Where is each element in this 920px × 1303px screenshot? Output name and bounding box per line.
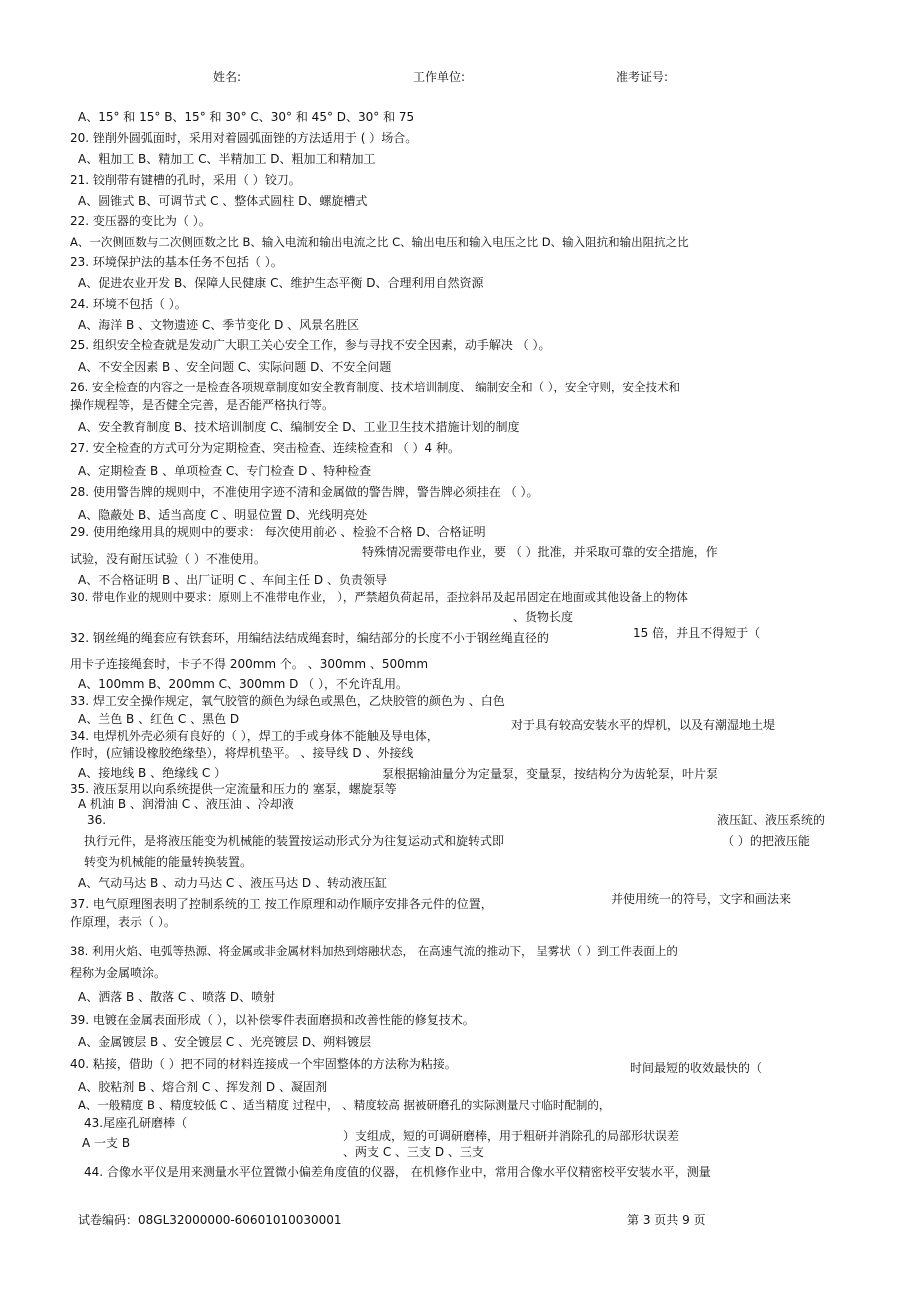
exam-text-line: 39. 电镀在金属表面形成（ ），以补偿零件表面磨损和改善性能的修复技术。 [70, 1013, 475, 1027]
exam-text-line: A、促进农业开发 B、保障人民健康 C、维护生态平衡 D、合理利用自然资源 [78, 276, 484, 290]
exam-text-line: 液压缸、液压系统的 [717, 813, 826, 827]
exam-text-line: 操作规程等，是否健全完善，是否能严格执行等。 [70, 398, 335, 412]
exam-text-line: 20. 锉削外圆弧面时，采用对着圆弧面锉的方法适用于 ( ）场合。 [70, 131, 418, 145]
exam-text-line: 29. 使用绝缘用具的规则中的要求： 每次使用前必 、检验不合格 D、合格证明 [70, 525, 486, 539]
exam-text-line: 21. 铰削带有键槽的孔时，采用（ ）铰刀。 [70, 173, 301, 187]
exam-text-line: 23. 环境保护法的基本任务不包括（ ）。 [70, 255, 283, 269]
exam-text-line: 32. 钢丝绳的绳套应有铁套环，用编结法结成绳套时，编结部分的长度不小于钢丝绳直径的 [70, 631, 549, 645]
exam-text-line: A、隐蔽处 B、适当高度 C 、明显位置 D、光线明亮处 [78, 508, 368, 522]
exam-text-line: A、100mm B、200mm C、300mm D （ ），不允许乱用。 [78, 677, 408, 691]
exam-text-line: A 一支 B [82, 1136, 131, 1150]
exam-text-line: 时间最短的收效最快的（ [630, 1061, 763, 1075]
exam-text-line: 27. 安全检查的方式可分为定期检查、突击检查、连续检查和 （ ）4 种。 [70, 441, 460, 455]
exam-text-line: 24. 环境不包括（ ）。 [70, 297, 187, 311]
exam-text-line: 转变为机械能的能量转换装置。 [84, 855, 253, 869]
exam-text-line: 26. 安全检查的内容之一是检查各项规章制度如安全教育制度、技术培训制度、 编制安全和（ ），安全守则，安全技术和 [70, 380, 680, 394]
exam-text-line: A、接地线 B 、绝缘线 C ） [78, 766, 227, 780]
exam-text-line: 作原理，表示（ ）。 [70, 915, 176, 929]
exam-text-line: 37. 电气原理图表明了控制系统的工 按工作原理和动作顺序安排各元件的位置， [70, 897, 493, 911]
exam-text-line: 并使用统一的符号，文字和画法来 [611, 892, 792, 906]
exam-text-line: A、金属镀层 B 、安全镀层 C 、光亮镀层 D、朔料镀层 [78, 1035, 372, 1049]
exam-text-line: 28. 使用警告牌的规则中，不准使用字迹不清和金属做的警告牌，警告牌必须挂在 （ ）。 [70, 485, 539, 499]
exam-text-line: 35. 液压泵用以向系统提供一定流量和压力的 塞泵，螺旋泵等 [70, 782, 397, 796]
exam-text-line: 40. 粘接，借助（ ）把不同的材料连接成一个牢固整体的方法称为粘接。 [70, 1057, 457, 1071]
exam-text-line: ）支组成，短的可调研磨棒，用于粗研并消除孔的局部形状误差 [343, 1129, 680, 1143]
exam-text-line: 特殊情况需要带电作业，要 （ ）批准，并采取可靠的安全措施，作 [362, 545, 718, 559]
exam-text-line: A、洒落 B 、散落 C 、喷落 D、喷射 [78, 990, 276, 1004]
exam-text-line: A、不安全因素 B 、安全问题 C、实际问题 D、不安全问题 [78, 360, 392, 374]
exam-text-line: A、粗加工 B、精加工 C、半精加工 D、粗加工和精加工 [78, 152, 376, 166]
exam-text-line: A、圆锥式 B、可调节式 C 、整体式圆柱 D、螺旋槽式 [78, 194, 368, 208]
exam-text-line: A、安全教育制度 B、技术培训制度 C、编制安全 D、工业卫生技术措施计划的制度 [78, 420, 520, 434]
exam-text-line: 泵根据输油量分为定量泵，变量泵，按结构分为齿轮泵，叶片泵 [382, 767, 719, 781]
exam-text-line: 作时，(应铺设橡胶绝缘垫），将焊机垫平。 、接导线 D 、外接线 [70, 746, 414, 760]
exam-text-line: 43.尾座孔研磨棒（ [84, 1116, 188, 1130]
exam-text-line: A、定期检查 B 、单项检查 C、专门检查 D 、特种检查 [78, 464, 372, 478]
exam-text-line: A、一般精度 B 、精度较低 C 、适当精度 过程中， 、精度较高 据被研磨孔的实际测量尺寸临时配制的， [78, 1098, 611, 1112]
exam-text-line: 44. 合像水平仪是用来测量水平位置微小偏差角度值的仪器， 在机修作业中，常用合像水平仪精密校平安装水平，测量 [84, 1165, 711, 1179]
exam-text-line: 程称为金属喷涂。 [70, 966, 167, 980]
header-name-label: 姓名: [213, 70, 242, 84]
exam-text-line: 试验，没有耐压试验（ ）不准使用。 [70, 552, 266, 566]
exam-text-line: 33. 焊工安全操作规定，氧气胶管的颜色为绿色或黑色，乙炔胶管的颜色为 、白色 [70, 694, 505, 708]
exam-text-line: A、海洋 B 、文物遗迹 C、季节变化 D 、风景名胜区 [78, 318, 360, 332]
exam-text-line: A、胶粘剂 B 、熔合剂 C 、挥发剂 D 、凝固剂 [78, 1080, 327, 1094]
header-ticket-label: 准考证号: [616, 70, 669, 84]
exam-text-line: 、两支 C 、三支 D 、三支 [343, 1145, 484, 1159]
exam-text-line: 、货物长度 [513, 610, 574, 624]
header-work-unit-label: 工作单位: [413, 70, 466, 84]
exam-text-line: 用卡子连接绳套时，卡子不得 200mm 个。 、300mm 、500mm [70, 657, 429, 671]
exam-text-line: 对于具有较高安装水平的焊机，以及有潮湿地土堤 [511, 718, 776, 732]
exam-text-line: A、气动马达 B 、动力马达 C 、液压马达 D 、转动液压缸 [78, 876, 387, 890]
exam-text-line: 34. 电焊机外壳必须有良好的（ ），焊工的手或身体不能触及导电体， [70, 729, 439, 743]
exam-text-line: A、兰色 B 、红色 C 、黑色 D [78, 712, 240, 726]
exam-text-line: 15 倍，并且不得短于（ [633, 626, 761, 640]
exam-text-line: 30. 带电作业的规则中要求：原则上不准带电作业， ），严禁超负荷起吊，歪拉斜吊及起吊固定在地面或其他设备上的物体 [70, 590, 688, 604]
exam-text-line: 25. 组织安全检查就是发动广大职工关心安全工作，参与寻找不安全因素，动手解决 （ ）。 [70, 338, 551, 352]
exam-text-line: A、15° 和 15° B、15° 和 30° C、30° 和 45° D、30° 和 75 [78, 110, 415, 124]
exam-text-line: A、一次侧匝数与二次侧匝数之比 B、输入电流和输出电流之比 C、输出电压和输入电压之比 D、输入阻抗和输出阻抗之比 [70, 235, 689, 249]
exam-text-line: 22. 变压器的变比为（ ）。 [70, 214, 211, 228]
footer-exam-code: 试卷编码：08GL32000000-60601010030001 [78, 1213, 342, 1227]
exam-text-line: A 机油 B 、润滑油 C 、液压油 、冷却液 [78, 797, 294, 811]
footer-page-number: 第 3 页共 9 页 [627, 1213, 706, 1227]
exam-text-line: 38. 利用火焰、电弧等热源、将金属或非金属材料加热到熔融状态， 在高速气流的推动下， 呈雾状（ ）到工件表面上的 [70, 944, 678, 958]
exam-text-line: （ ）的把液压能 [722, 834, 810, 848]
exam-text-line: 执行元件，是将液压能变为机械能的装置按运动形式分为往复运动式和旋转式即 [84, 834, 505, 848]
exam-text-line: A、不合格证明 B 、出厂证明 C 、车间主任 D 、负责领导 [78, 573, 387, 587]
exam-text-line: 36. [87, 813, 107, 827]
